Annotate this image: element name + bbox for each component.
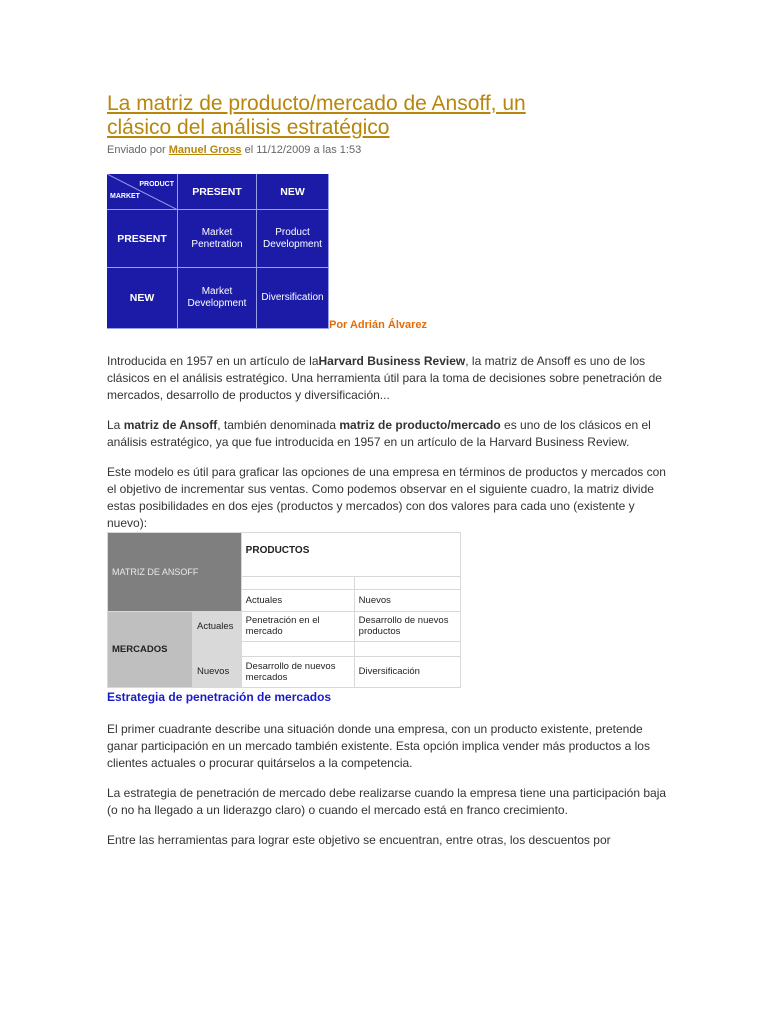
table-desarrollo-productos: Desarrollo de nuevos productos — [354, 611, 460, 641]
p1-text-a: Introducida en 1957 en un artículo de la — [107, 354, 319, 368]
row-new-header: NEW — [107, 268, 178, 329]
table-matriz-title: MATRIZ DE ANSOFF — [108, 533, 242, 612]
table-col-nuevos: Nuevos — [354, 590, 460, 612]
table-mercados-header: MERCADOS — [108, 611, 193, 687]
paragraph-intro — [107, 353, 667, 404]
table-desarrollo-mercados: Desarrollo de nuevos mercados — [241, 656, 354, 687]
matrix-corner-cell — [107, 174, 178, 210]
ansoff-matrix-image — [107, 174, 329, 329]
p2-text-b: , también denominada — [217, 418, 340, 432]
article-title-line1[interactable]: La matriz de producto/mercado de Ansoff, un — [107, 92, 526, 115]
table-penetracion: Penetración en el mercado — [241, 611, 354, 641]
paragraph-model: Este modelo es útil para graficar las opciones de una empresa en términos de productos y mercados con el objetivo de incrementar sus ventas. Como podemos observar en el siguiente cuadro, la matriz divide estas posibilidades en dos ejes (productos y mercados) con dos valores para cada uno (existente y nuevo): — [107, 465, 666, 530]
ansoff-spanish-table-image — [107, 532, 461, 688]
table-col-actuales: Actuales — [241, 590, 354, 612]
table-row-actuales: Actuales — [193, 611, 242, 641]
corner-product-label: PRODUCT — [139, 181, 174, 188]
article-title-line2[interactable]: clásico del análisis estratégico — [107, 116, 390, 139]
paragraph-tools: Entre las herramientas para lograr este objetivo se encuentran, entre otras, los descuentos por — [107, 833, 611, 847]
p2-bold1: matriz de Ansoff — [123, 418, 218, 432]
corner-market-label: MARKET — [110, 193, 140, 200]
p1-bold: Harvard Business Review — [318, 354, 466, 368]
p2-bold2: matriz de producto/mercado — [339, 418, 501, 432]
p1-text-b: , la matriz de Ansoff es uno de los clásicos en el análisis estratégico. Una herramienta útil para la toma de decisiones sobre penetración de mercados, desarrollo de productos y diversificación... — [107, 354, 662, 402]
byline-prefix: Enviado por — [107, 144, 169, 156]
table-diversificacion: Diversificación — [354, 656, 460, 687]
byline-date: el 11/12/2009 a las 1:53 — [241, 144, 362, 156]
table-productos-header: PRODUCTOS — [241, 533, 460, 577]
image-credit: Por Adrián Álvarez — [329, 319, 428, 331]
cell-market-development: Market Development — [178, 268, 257, 329]
col-new-header: NEW — [257, 174, 329, 210]
paragraph-definition — [107, 417, 667, 451]
cell-diversification: Diversification — [257, 268, 329, 329]
p2-text-a: La — [107, 418, 124, 432]
cell-product-development: Product Development — [257, 210, 329, 268]
col-present-header: PRESENT — [178, 174, 257, 210]
article — [107, 92, 667, 849]
table-row-nuevos: Nuevos — [193, 656, 242, 687]
p2-text-c: es uno de los clásicos en el análisis estratégico, ya que fue introducida en 1957 en un artículo de la Harvard Business Review. — [107, 418, 651, 449]
cell-market-penetration: Market Penetration — [178, 210, 257, 268]
article-title[interactable] — [107, 92, 667, 140]
section-heading-penetracion: Estrategia de penetración de mercados — [107, 690, 332, 704]
ansoff-figure — [107, 174, 667, 329]
author-link[interactable]: Manuel Gross — [168, 144, 242, 156]
byline — [107, 144, 667, 156]
paragraph-strategy: La estrategia de penetración de mercado debe realizarse cuando la empresa tiene una participación baja (o no ha llegado a un liderazgo claro) o cuando el mercado está en franco crecimiento. — [107, 786, 667, 817]
row-present-header: PRESENT — [107, 210, 178, 268]
paragraph-first-quadrant: El primer cuadrante describe una situación donde una empresa, con un producto existente, pretende ganar participación en un mercado también existente. Esta opción implica vender más productos a los clientes actuales o procurar quitárselos a la competencia. — [107, 722, 650, 770]
